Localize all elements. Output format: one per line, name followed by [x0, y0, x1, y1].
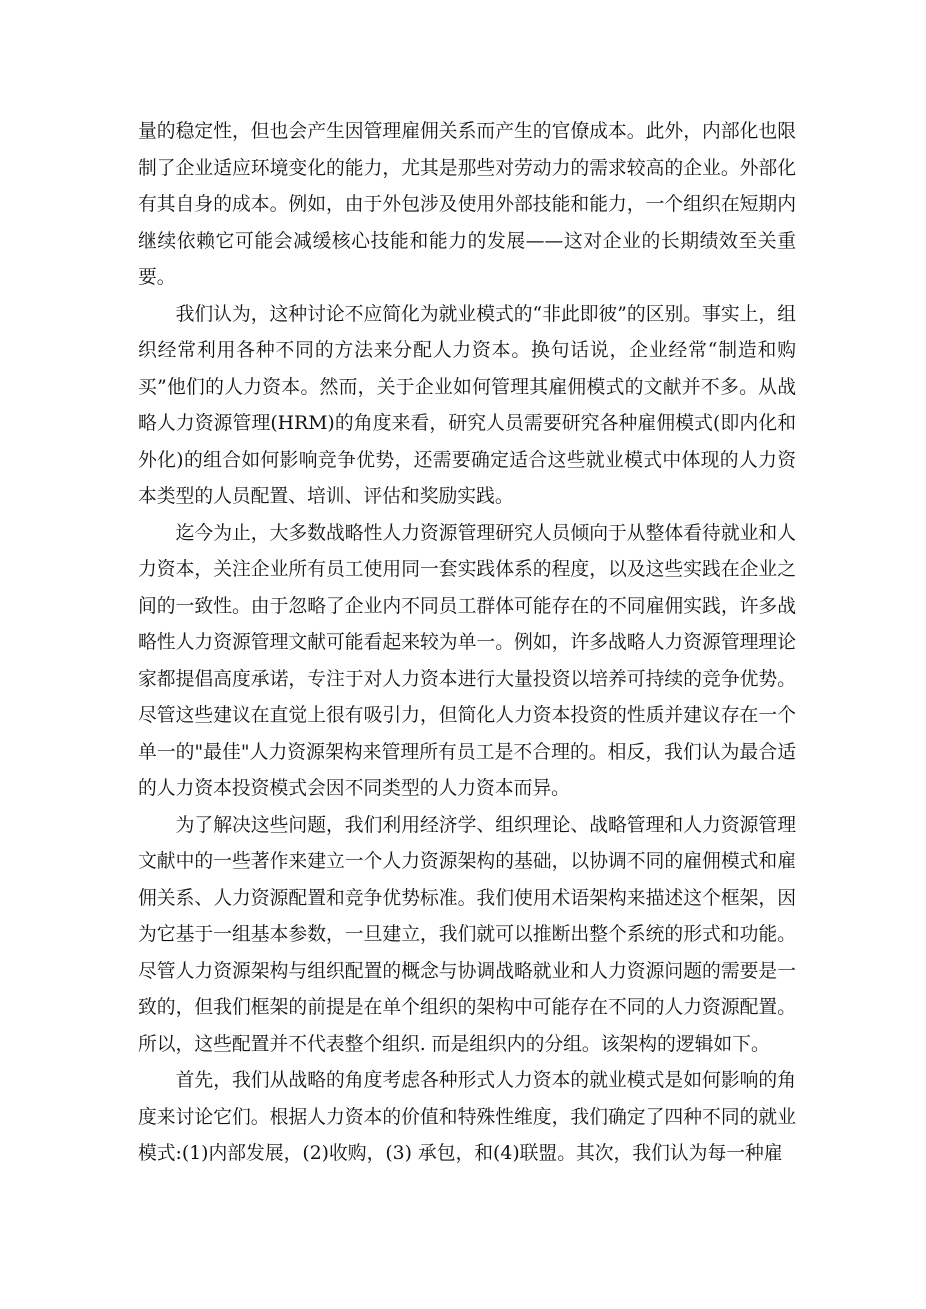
paragraph-2: 我们认为，这种讨论不应简化为就业模式的“非此即彼”的区别。事实上，组织经常利用各种不同的方法来分配人力资本。换句话说，企业经常“制造和购买”他们的人力资本。然而，关于企业如何管理其雇佣模式的文献并不多。从战略人力资源管理(HRM)的角度来看，研究人员需要研究各种雇佣模式(即内化和外化)的组合如何影响竞争优势，还需要确定适合这些就业模式中体现的人力资本类型的人员配置、培训、评估和奖励实践。: [138, 303, 796, 507]
paragraph-1: 量的稳定性，但也会产生因管理雇佣关系而产生的官僚成本。此外，内部化也限制了企业适应环境变化的能力，尤其是那些对劳动力的需求较高的企业。外部化有其自身的成本。例如，由于外包涉及使用外部技能和能力，一个组织在短期内继续依赖它可能会减缓核心技能和能力的发展——这对企业的长期绩效至关重要。: [138, 121, 796, 288]
paragraph-3: 迄今为止，大多数战略性人力资源管理研究人员倾向于从整体看待就业和人力资本，关注企业所有员工使用同一套实践体系的程度，以及这些实践在企业之间的一致性。由于忽略了企业内不同员工群体可能存在的不同雇佣实践，许多战略性人力资源管理文献可能看起来较为单一。例如，许多战略人力资源管理理论家都提倡高度承诺，专注于对人力资本进行大量投资以培养可持续的竞争优势。尽管这些建议在直觉上很有吸引力，但简化人力资本投资的性质并建议存在一个单一的"最佳"人力资源架构来管理所有员工是不合理的。相反，我们认为最合适的人力资本投资模式会因不同类型的人力资本而异。: [138, 522, 796, 799]
paragraph-4: 为了解决这些问题，我们利用经济学、组织理论、战略管理和人力资源管理文献中的一些著作来建立一个人力资源架构的基础，以协调不同的雇佣模式和雇佣关系、人力资源配置和竞争优势标准。我们使用术语架构来描述这个框架，因为它基于一组基本参数，一旦建立，我们就可以推断出整个系统的形式和功能。尽管人力资源架构与组织配置的概念与协调战略就业和人力资源问题的需要是一致的，但我们框架的前提是在单个组织的架构中可能存在不同的人力资源配置。所以，这些配置并不代表整个组织. 而是组织内的分组。该架构的逻辑如下。: [138, 814, 796, 1055]
document-page: [138, 114, 796, 1173]
paragraph-5: 首先，我们从战略的角度考虑各种形式人力资本的就业模式是如何影响的角度来讨论它们。根据人力资本的价值和特殊性维度，我们确定了四种不同的就业模式:(1)内部发展，(2)收购，(3) 承包，和(4)联盟。其次，我们认为每一种雇: [138, 1070, 796, 1164]
